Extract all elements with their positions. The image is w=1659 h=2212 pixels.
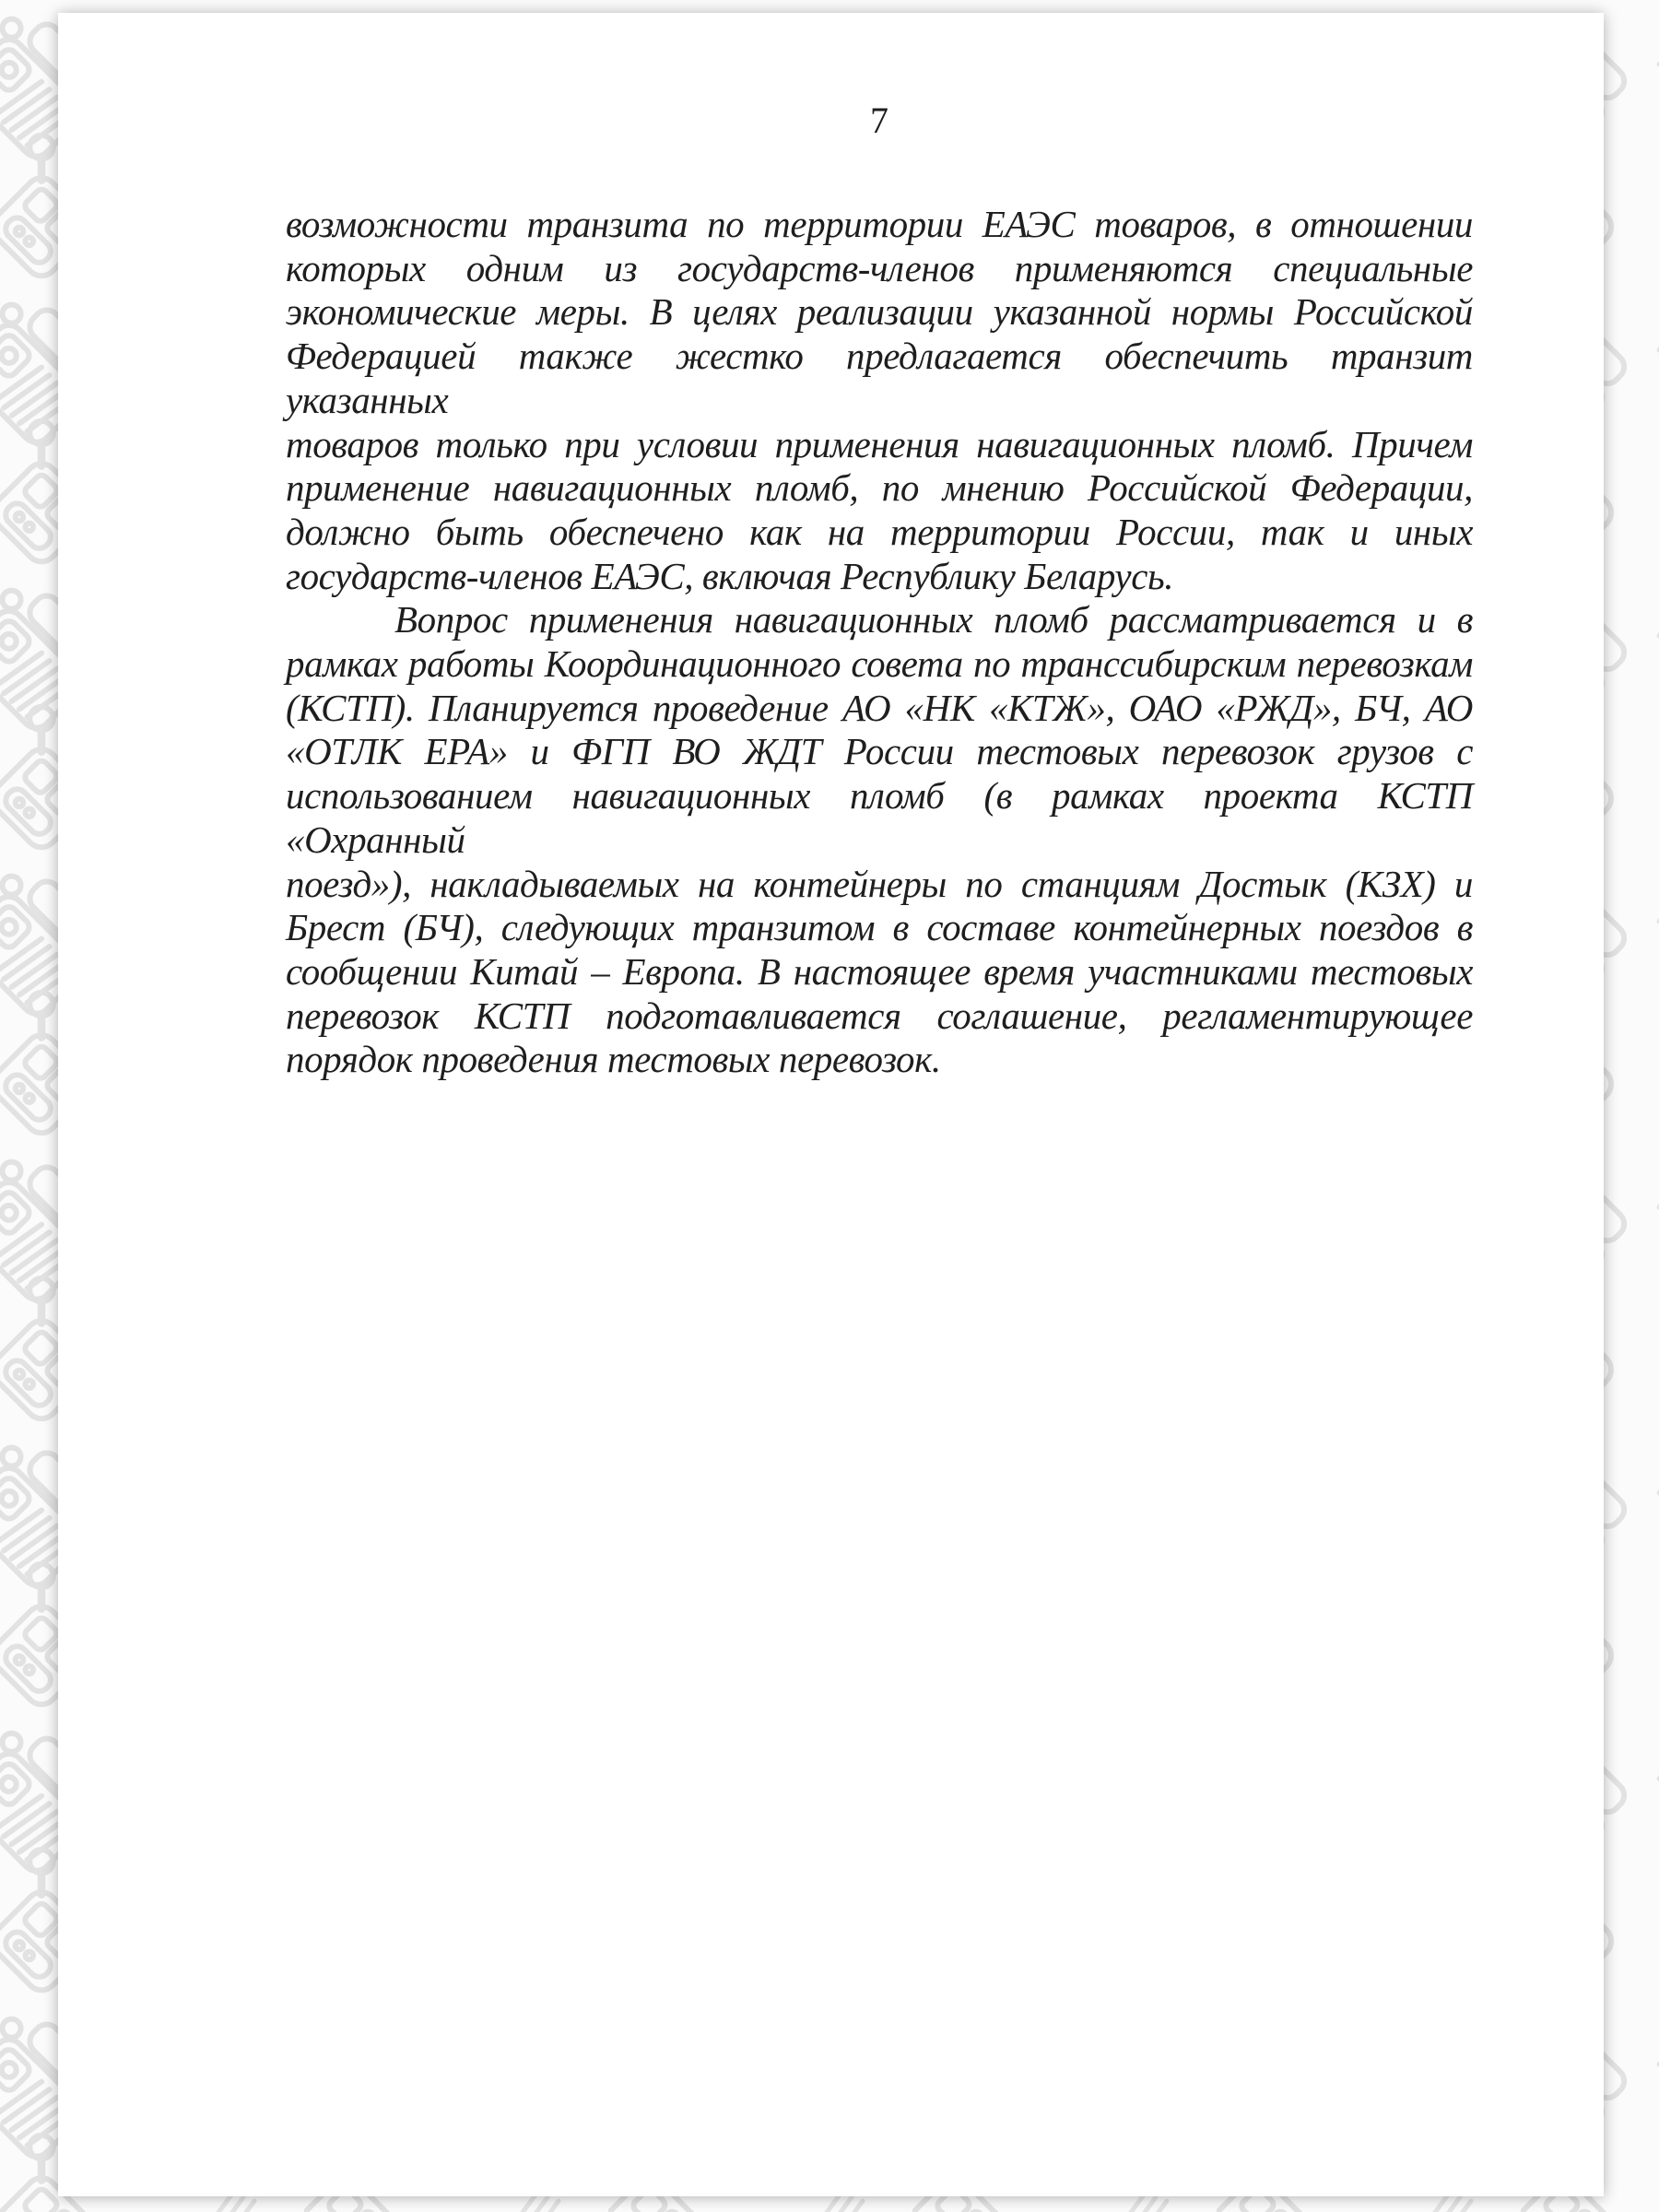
text-line: Брест (БЧ), следующих транзитом в составе контейнерных поездов в <box>286 906 1473 949</box>
page-content <box>58 13 1604 1082</box>
text-line: «ОТЛК ЕРА» и ФГП ВО ЖДТ России тестовых перевозок грузов с <box>286 730 1473 773</box>
page-number: 7 <box>870 100 888 141</box>
text-line: должно быть обеспечено как на территории России, так и иных <box>286 510 1473 553</box>
text-line: Вопрос применения навигационных пломб рассматривается и в <box>394 598 1473 641</box>
document-body <box>286 203 1473 1082</box>
text-line: использованием навигационных пломб (в рамках проекта КСТП «Охранный <box>286 774 1473 861</box>
text-line: рамках работы Координационного совета по транссибирским перевозкам <box>286 642 1473 686</box>
text-line: товаров только при условии применения навигационных пломб. Причем <box>286 422 1473 465</box>
text-line: возможности транзита по территории ЕАЭС товаров, в отношении <box>286 203 1473 245</box>
text-line: экономические меры. В целях реализации указанной нормы Российской <box>286 290 1473 334</box>
text-line: государств-членов ЕАЭС, включая Республику Беларусь. <box>286 554 1174 597</box>
text-line: применение навигационных пломб, по мнению Российской Федерации, <box>286 466 1473 510</box>
text-line: Федерацией также жестко предлагается обеспечить транзит указанных <box>286 335 1473 421</box>
text-line: (КСТП). Планируется проведение АО «НК «КТЖ», ОАО «РЖД», БЧ, АО <box>286 686 1473 729</box>
text-line: поезд»), накладываемых на контейнеры по станциям Достык (КЗХ) и <box>286 862 1473 905</box>
paragraph <box>286 203 1473 598</box>
text-line: порядок проведения тестовых перевозок. <box>286 1038 941 1081</box>
document-page <box>58 13 1604 2196</box>
text-line: сообщении Китай – Европа. В настоящее время участниками тестовых <box>286 949 1473 993</box>
text-line: перевозок КСТП подготавливается соглашение, регламентирующее <box>286 994 1473 1037</box>
paragraph <box>286 598 1473 1082</box>
text-line: которых одним из государств-членов применяются специальные <box>286 246 1473 289</box>
